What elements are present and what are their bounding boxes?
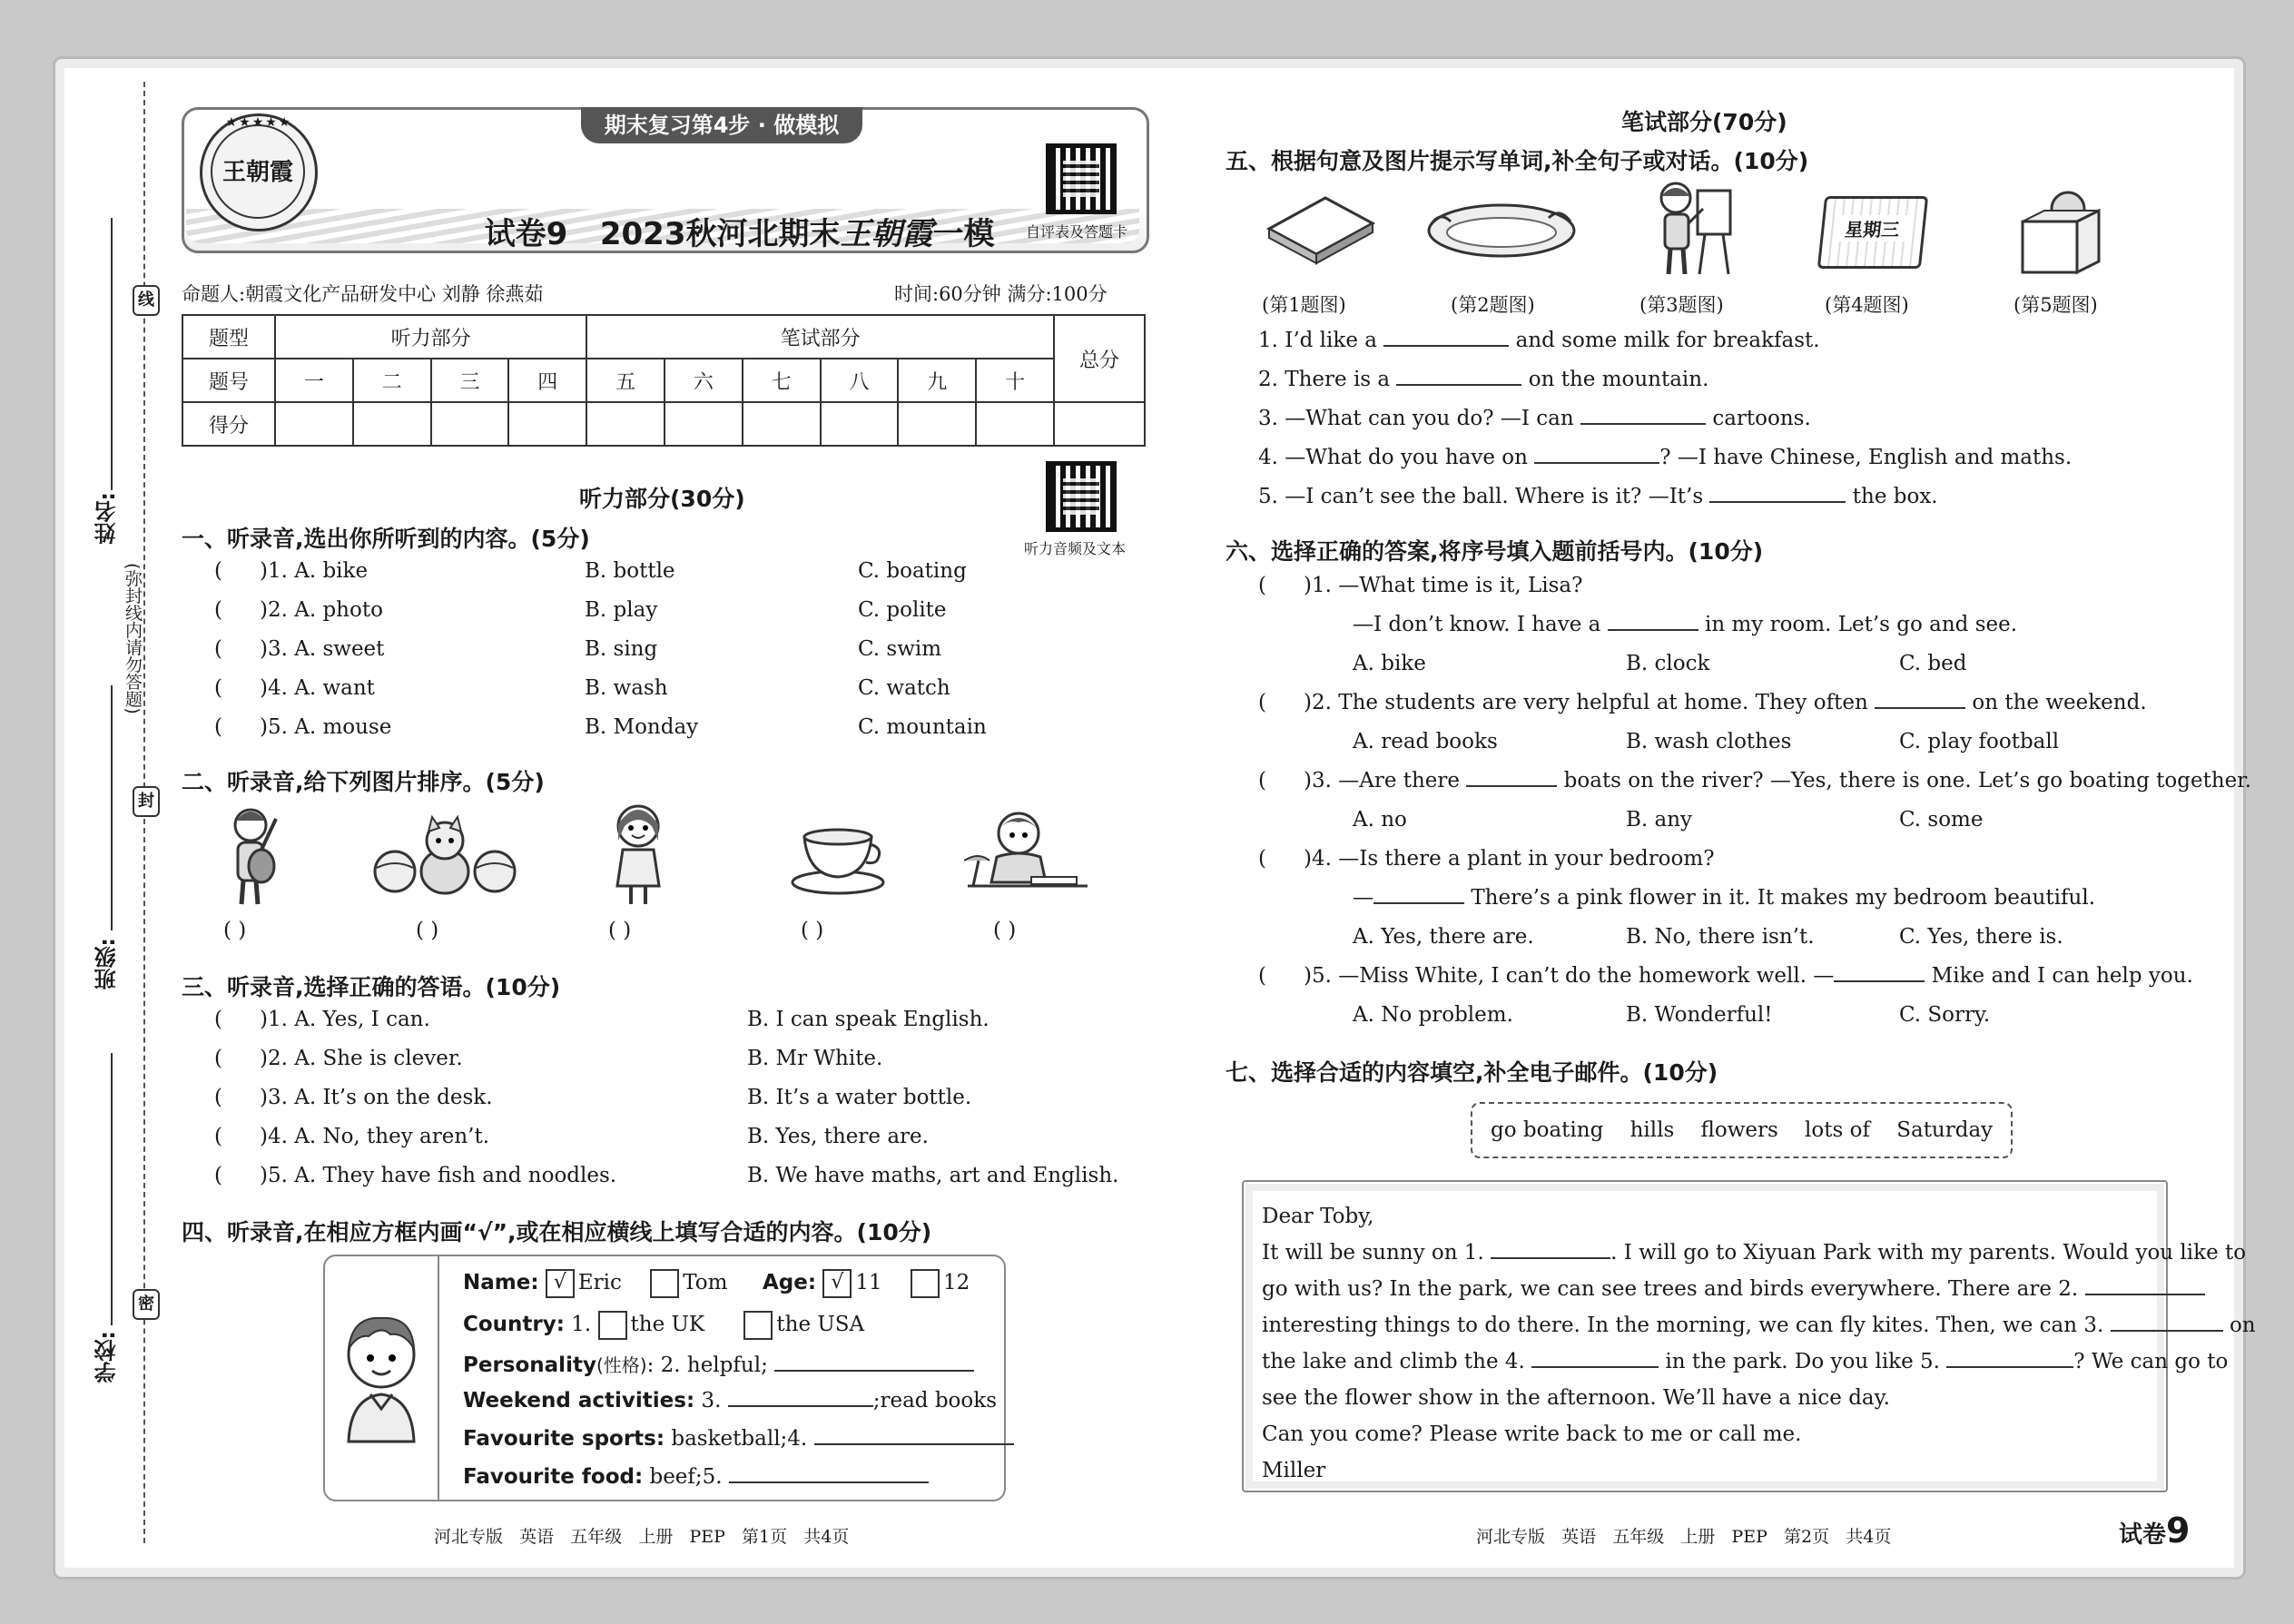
answer-bracket[interactable]: ( — [214, 1008, 222, 1031]
score-table-col: 一 — [275, 359, 353, 402]
sports-row — [463, 1427, 1014, 1451]
list-item: 1. I’d like a and some milk for breakfast. — [1258, 329, 1820, 352]
score-cell[interactable] — [275, 402, 353, 446]
list-item: 4. —What do you have on ? —I have Chinese, English and maths. — [1258, 446, 2072, 469]
section-3-title: 三、听录音,选择正确的答语。(10分) — [182, 974, 561, 1000]
list-item: 5. —I can’t see the ball. Where is it? —It’s the box. — [1258, 485, 1938, 508]
list-item: ( )5. A. They have fish and noodles. B. We have maths, art and English. — [214, 1164, 1119, 1187]
question-row: ( )3. —Are there boats on the river? —Yes, there is one. Let’s go boating together. — [1258, 769, 2252, 792]
fill-blank[interactable] — [1396, 384, 1521, 386]
email-greeting: Dear Toby, — [1262, 1205, 1374, 1228]
personality-value: : 2. helpful; — [646, 1353, 768, 1377]
score-cell[interactable] — [586, 402, 665, 446]
checkbox-age-12[interactable] — [911, 1269, 940, 1298]
word-bank — [1471, 1102, 2013, 1158]
checkbox-eric[interactable]: √ — [546, 1269, 575, 1298]
qr-code-audio[interactable] — [1046, 461, 1117, 532]
sports-value: basketball;4. — [671, 1427, 808, 1451]
profile-divider — [438, 1256, 439, 1500]
picture-box-with-ball — [2013, 185, 2108, 276]
checkbox-tom[interactable] — [650, 1269, 679, 1298]
country-label: Country: — [463, 1313, 565, 1336]
list-item: 2. There is a on the mountain. — [1258, 368, 1709, 391]
score-cell[interactable] — [665, 402, 743, 446]
list-item: ( )3. A. sweet B. sing C. swim — [214, 637, 942, 661]
word-option: hills — [1629, 1118, 1675, 1142]
school-underline — [111, 1053, 113, 1325]
fill-blank[interactable] — [2111, 1330, 2223, 1332]
score-table — [182, 314, 1146, 447]
personality-cn: (性格) — [596, 1354, 647, 1376]
option-uk: the UK — [630, 1313, 705, 1336]
school-field[interactable] — [91, 1053, 127, 1398]
section-5-title: 五、根据句意及图片提示写单词,补全句子或对话。(10分) — [1226, 148, 1809, 174]
caption: (第5题图) — [2013, 294, 2098, 316]
score-table-col: 七 — [743, 359, 821, 402]
paper-num: 9 — [2166, 1511, 2191, 1550]
score-cell[interactable] — [976, 402, 1054, 446]
answer-bracket[interactable]: ( ) — [223, 919, 247, 942]
caption: (第2题图) — [1451, 294, 1535, 316]
email-body: Dear Toby, It will be sunny on 1. . I will go to Xiyuan Park with my parents. Would you like to go with us? In the park, we can see trees and birds everywhere. There are 2. interesting things to do there. In the morning, we can fly kites. Then, we can 3. on the lake and climb the 4. in the park. Do you like 5. ? We can go to see the flower show in the afternoon. We’ll have a nice day. Can you come? Please write back to me or call me. Miller — [1262, 1198, 2151, 1489]
answer-bracket[interactable]: ( — [214, 1047, 222, 1070]
section-6-title: 六、选择正确的答案,将序号填入题前括号内。(10分) — [1226, 538, 1764, 565]
score-table-total-header: 总分 — [1054, 315, 1145, 402]
score-table-type-label: 题型 — [182, 315, 275, 359]
name-label: 姓名: — [94, 492, 120, 545]
footer-right: 河北专版 英语 五年级 上册 PEP 第2页 共4页 — [1476, 1527, 1892, 1547]
fill-blank[interactable] — [1946, 1366, 2073, 1368]
s2-answer-brackets — [223, 919, 1095, 946]
section-7-title: 七、选择合适的内容填空,补全电子邮件。(10分) — [1226, 1059, 1718, 1086]
answer-bracket[interactable]: ( — [214, 598, 222, 622]
banner-label: 期末复习第4步 · 做模拟 — [581, 107, 862, 143]
options-row: A. No problem. B. Wonderful! C. Sorry. — [1353, 1003, 1991, 1027]
score-table-col: 二 — [353, 359, 431, 402]
word-option: Saturday — [1896, 1118, 1994, 1142]
picture-cat-with-balls — [372, 815, 517, 897]
seal-mark-line: 线 — [133, 285, 160, 316]
list-item: ( )3. A. It’s on the desk. B. It’s a water bottle. — [214, 1086, 972, 1109]
score-cell[interactable] — [508, 402, 586, 446]
age-row — [763, 1269, 970, 1298]
answer-bracket[interactable]: ( — [214, 637, 222, 661]
score-cell[interactable] — [431, 402, 509, 446]
personality-label: Personality — [463, 1353, 596, 1377]
answer-bracket[interactable]: ( — [1258, 847, 1266, 871]
s6-list — [1258, 574, 2252, 1042]
picture-tea-cup — [788, 817, 888, 899]
score-cell[interactable] — [821, 402, 899, 446]
picture-smiling-girl — [606, 799, 670, 908]
class-field[interactable] — [91, 685, 127, 1012]
score-table-col: 四 — [508, 359, 586, 402]
score-cell[interactable] — [743, 402, 821, 446]
fill-blank[interactable] — [1491, 1257, 1610, 1259]
question-row: ( )2. The students are very helpful at home. They often on the weekend. — [1258, 691, 2147, 714]
class-underline — [111, 685, 113, 930]
weekend-row — [463, 1389, 997, 1412]
option-age-12: 12 — [942, 1271, 970, 1294]
score-table-col: 十 — [976, 359, 1054, 402]
options-row: A. read books B. wash clothes C. play football — [1353, 730, 2060, 753]
score-table-col: 九 — [898, 359, 976, 402]
weekend-tail: ;read books — [872, 1389, 997, 1412]
score-table-col: 五 — [586, 359, 665, 402]
checkbox-uk[interactable] — [598, 1311, 627, 1340]
score-table-col: 六 — [665, 359, 743, 402]
name-label: Name: — [463, 1271, 539, 1294]
score-cell[interactable] — [898, 402, 976, 446]
answer-bracket[interactable]: ( — [214, 559, 222, 583]
fill-blank[interactable] — [1834, 980, 1925, 982]
list-item: 3. —What can you do? —I can cartoons. — [1258, 407, 1811, 430]
time-score-line: 时间:60分钟 满分:100分 — [894, 283, 1108, 305]
score-table-listening-header: 听力部分 — [275, 315, 586, 359]
options-row: A. Yes, there are. B. No, there isn’t. C. Yes, there is. — [1353, 925, 2063, 949]
fill-blank[interactable] — [1534, 462, 1659, 464]
section-2-title: 二、听录音,给下列图片排序。(5分) — [182, 769, 545, 795]
boy-portrait — [334, 1307, 428, 1443]
weekend-number: 3. — [701, 1389, 722, 1412]
title-brand: 王朝霞 — [840, 216, 933, 252]
score-table-score-label: 得分 — [182, 402, 275, 446]
list-item: ( )2. A. photo B. play C. polite — [214, 598, 947, 622]
checkbox-age-11[interactable]: √ — [822, 1269, 852, 1298]
name-field[interactable] — [91, 218, 127, 545]
fill-blank[interactable] — [1875, 707, 1965, 709]
options-row: A. no B. any C. some — [1353, 808, 1984, 832]
answer-bracket[interactable]: ( — [214, 715, 222, 739]
written-title: 笔试部分(70分) — [1621, 109, 1787, 135]
weekend-label: Weekend activities: — [463, 1389, 695, 1412]
picture-girl-playing-pipa — [216, 802, 289, 911]
caption: (第1题图) — [1262, 294, 1346, 316]
score-table-col: 八 — [821, 359, 899, 402]
s5-captions — [1253, 290, 2124, 314]
question-row: ( )5. —Miss White, I can’t do the homework well. — Mike and I can help you. — [1258, 964, 2193, 988]
qr-caption-audio: 听力音频及文本 — [1024, 540, 1127, 557]
caption: (第4题图) — [1825, 294, 1909, 316]
answer-bracket[interactable]: ( — [1258, 574, 1266, 597]
country-number: 1. — [571, 1313, 592, 1336]
question-row: ( )1. —What time is it, Lisa? — [1258, 574, 1583, 597]
option-tom: Tom — [683, 1271, 728, 1294]
question-row: ( )4. —Is there a plant in your bedroom? — [1258, 847, 1715, 871]
logo-text: 王朝霞 — [222, 159, 293, 186]
word-option: flowers — [1700, 1118, 1778, 1142]
picture-lake — [1422, 192, 1581, 265]
list-item: ( )4. A. No, they aren’t. B. Yes, there are. — [214, 1125, 929, 1148]
food-blank[interactable] — [729, 1481, 929, 1483]
email-signature: Miller — [1262, 1459, 1326, 1482]
options-row: A. bike B. clock C. bed — [1353, 652, 1967, 675]
qr-code-answer-card[interactable] — [1046, 143, 1117, 214]
caption: (第3题图) — [1639, 294, 1724, 316]
list-item: ( )1. A. bike B. bottle C. boating — [214, 559, 967, 583]
checkbox-usa[interactable] — [743, 1311, 773, 1340]
name-underline — [111, 218, 113, 490]
food-value: beef;5. — [649, 1465, 723, 1489]
binding-note: (弥封线内请勿答题) — [123, 563, 143, 714]
section-1-title: 一、听录音,选出你所听到的内容。(5分) — [182, 526, 590, 552]
authors-line: 命题人:朝霞文化产品研发中心 刘静 徐燕茹 — [182, 283, 544, 305]
section-4-title: 四、听录音,在相应方框内画“√”,或在相应横线上填写合适的内容。(10分) — [182, 1219, 932, 1245]
option-age-11: 11 — [855, 1271, 882, 1294]
picture-sandwich — [1262, 192, 1380, 265]
paper-label: 试卷 — [2119, 1521, 2167, 1549]
sports-label: Favourite sports: — [463, 1427, 665, 1451]
personality-blank[interactable] — [774, 1370, 974, 1372]
option-usa: the USA — [776, 1313, 865, 1336]
answer-bracket[interactable]: ( — [214, 676, 222, 700]
score-table-written-header: 笔试部分 — [586, 315, 1054, 359]
list-item: ( )2. A. She is clever. B. Mr White. — [214, 1047, 883, 1070]
school-label: 学校: — [94, 1331, 120, 1383]
calendar-text: 星期三 — [1836, 215, 1909, 241]
title-suffix: 一模 — [932, 216, 995, 252]
s3-list — [214, 1008, 1122, 1203]
fill-blank[interactable] — [1608, 629, 1698, 631]
answer-bracket[interactable]: ( — [214, 1164, 222, 1187]
paper-number — [2119, 1511, 2190, 1550]
profile-card — [323, 1255, 1006, 1501]
footer-left: 河北专版 英语 五年级 上册 PEP 第1页 共4页 — [434, 1527, 850, 1547]
personality-row — [463, 1351, 974, 1377]
fill-blank[interactable] — [1373, 902, 1464, 904]
fill-blank[interactable] — [1531, 1366, 1659, 1368]
title-main: 试卷9 2023秋河北期末 — [484, 216, 841, 252]
answer-bracket[interactable]: ( — [214, 1086, 222, 1109]
answer-bracket[interactable]: ( — [1258, 691, 1266, 714]
fill-blank[interactable] — [2085, 1294, 2205, 1295]
question-row: — There’s a pink flower in it. It makes my bedroom beautiful. — [1353, 886, 2096, 910]
age-label: Age: — [763, 1271, 817, 1294]
score-table-col: 三 — [431, 359, 509, 402]
answer-bracket[interactable]: ( — [1258, 769, 1266, 792]
answer-bracket[interactable]: ( — [214, 1125, 222, 1148]
fill-blank[interactable] — [1466, 785, 1557, 787]
option-eric: Eric — [577, 1271, 622, 1294]
logo-seal — [200, 113, 318, 231]
list-item: ( )5. A. mouse B. Monday C. mountain — [214, 715, 987, 739]
answer-bracket[interactable]: ( ) — [416, 919, 439, 942]
answer-bracket[interactable]: ( ) — [801, 919, 824, 942]
list-item: ( )4. A. want B. wash C. watch — [214, 676, 950, 700]
country-row — [463, 1311, 864, 1340]
question-row: —I don’t know. I have a in my room. Let’s go and see. — [1353, 613, 2018, 636]
page-title — [463, 172, 994, 253]
s1-list — [214, 559, 1031, 754]
logo-stars: ★★★★★ — [225, 115, 292, 130]
sports-blank[interactable] — [814, 1443, 1014, 1445]
listening-title: 听力部分(30分) — [579, 486, 745, 512]
weekend-blank[interactable] — [728, 1405, 873, 1407]
picture-boy-drawing — [1641, 178, 1741, 278]
score-table-number-label: 题号 — [182, 359, 275, 402]
list-item: ( )1. A. Yes, I can. B. I can speak English. — [214, 1008, 989, 1031]
word-option: go boating — [1491, 1118, 1604, 1142]
seal-mark-seal: 封 — [133, 786, 160, 817]
qr-caption-answer-card: 自评表及答题卡 — [1026, 223, 1128, 241]
answer-bracket[interactable]: ( — [1258, 964, 1266, 988]
fill-blank[interactable] — [1383, 345, 1509, 347]
answer-bracket[interactable]: ( ) — [993, 919, 1017, 942]
fill-blank[interactable] — [1709, 501, 1846, 503]
food-row — [463, 1465, 929, 1489]
seal-mark-secret: 密 — [133, 1289, 160, 1320]
picture-boy-writing — [964, 806, 1091, 906]
score-cell[interactable] — [353, 402, 431, 446]
food-label: Favourite food: — [463, 1465, 644, 1489]
name-row — [463, 1269, 727, 1298]
class-label: 班级: — [94, 938, 120, 990]
fill-blank[interactable] — [1580, 423, 1706, 425]
score-cell-total[interactable] — [1054, 402, 1145, 446]
picture-calendar — [1817, 196, 1928, 269]
word-option: lots of — [1805, 1118, 1870, 1142]
s5-list — [1258, 329, 2072, 524]
answer-bracket[interactable]: ( ) — [608, 919, 632, 942]
email-box — [1242, 1180, 2256, 1492]
